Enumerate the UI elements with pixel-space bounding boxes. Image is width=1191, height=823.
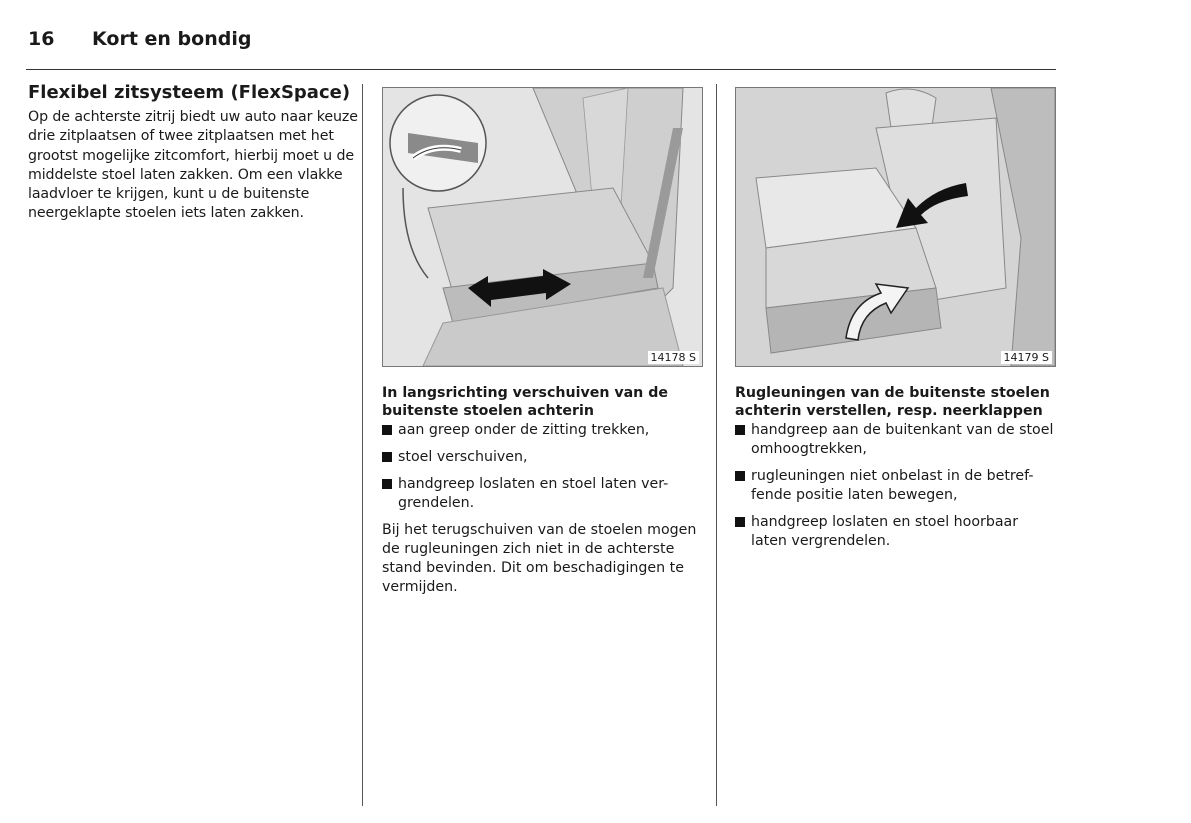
bullet-square-icon <box>382 479 392 489</box>
slide-instructions-list <box>382 421 702 521</box>
figure-seat-slide <box>382 87 703 367</box>
list-item: rugleuningen niet onbelast in de betref-fende positie laten bewegen, <box>735 467 1055 505</box>
backrest-instructions-heading: Rugleuningen van de buitenste stoelen achterin verstellen, resp. neerklappen <box>735 385 1050 419</box>
bullet-square-icon <box>382 425 392 435</box>
list-item: handgreep loslaten en stoel hoorbaar laten vergrendelen. <box>735 513 1055 551</box>
figure-code: 14179 S <box>1001 351 1052 364</box>
list-item: handgreep aan de buitenkant van de stoel omhoogtrekken, <box>735 421 1055 459</box>
list-item: aan greep onder de zitting trekken, <box>382 421 702 440</box>
column-divider-2 <box>716 84 717 806</box>
bullet-square-icon <box>735 425 745 435</box>
list-item: handgreep loslaten en stoel laten ver-grendelen. <box>382 475 702 513</box>
slide-warning-note: Bij het terugschuiven van de stoelen mogen de rugleuningen zich niet in de achterste stand bevinden. Dit om beschadigingen te vermijden. <box>382 522 697 595</box>
figure-backrest-fold <box>735 87 1056 367</box>
chapter-title: Kort en bondig <box>92 28 252 50</box>
list-item: stoel verschuiven, <box>382 448 702 467</box>
bullet-square-icon <box>735 471 745 481</box>
header-divider <box>26 69 1056 70</box>
intro-paragraph: Op de achterste zitrij biedt uw auto naar keuze drie zitplaatsen of twee zitplaatsen met het grootst mogelijke zitcomfort, hierbij moet u de middelste stoel laten zakken. Om een vlakke laadvloer te krijgen, kunt u de buitenste neergeklapte stoelen iets laten zakken. <box>28 109 358 222</box>
page-number: 16 <box>28 28 55 50</box>
column-divider-1 <box>362 84 363 806</box>
section-title: Flexibel zitsysteem (FlexSpace) <box>28 82 351 103</box>
bullet-square-icon <box>382 452 392 462</box>
backrest-fold-illustration <box>736 88 1055 366</box>
backrest-instructions-list <box>735 421 1055 559</box>
bullet-square-icon <box>735 517 745 527</box>
slide-instructions-heading: In langsrichting verschuiven van de buitenste stoelen achterin <box>382 385 669 419</box>
figure-code: 14178 S <box>648 351 699 364</box>
seat-slide-illustration <box>383 88 702 366</box>
